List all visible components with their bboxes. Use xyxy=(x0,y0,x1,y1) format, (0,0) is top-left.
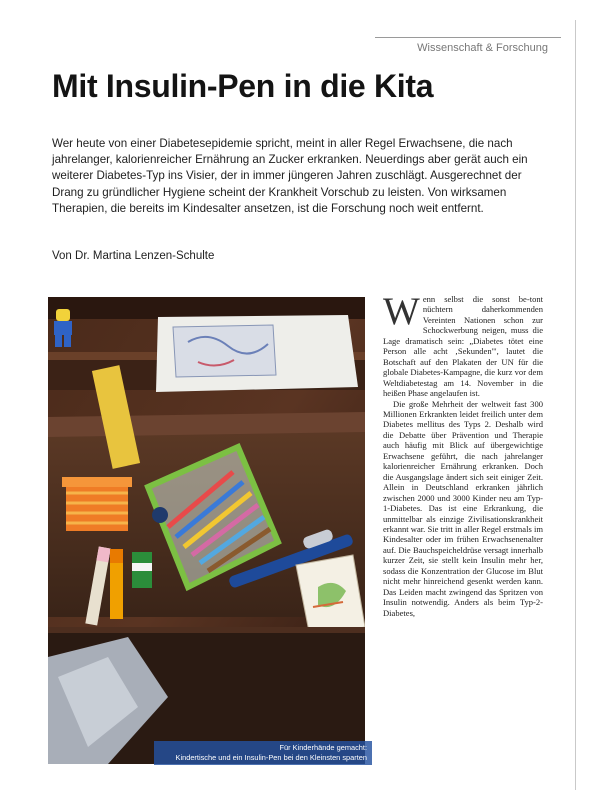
section-label: Wissenschaft & Forschung xyxy=(417,42,548,54)
article-lead xyxy=(52,136,532,217)
body-paragraph-2: Die große Mehrheit der weltweit fast 300 Millionen Erkrankten leidet freilich unter dem Diabetes mellitus des Typs 2. Deshalb wird die Debatte über Prävention und Therapie auch häufig mit Blick auf übergewichtige Erwachsene geführt, die nach jahrelanger kalorienreicher Ernährung erkranken. Doch die Ausgangslage ändert sich seit einiger Zeit. Allein in Deutschland erkranken jährlich zwischen 2000 und 3000 Kinder neu am Typ-1-Diabetes. Das ist eine Erkrankung, die unmittelbar als einzige Zivilisationskrankheit erkannt war. Sie tritt in aller Regel erstmals im Kindesalter oder im frühen Erwachsenenalter auf. Die Bauchspeicheldrüse versagt innerhalb kurzer Zeit, sie stellt kein Insulin mehr her, sodass die Konzentration der Glucose im Blut nicht mehr hinreichend gesenkt werden kann. Das Leiden macht zwingend das Spritzen von Insulin notwendig. Anders als beim Typ-2-Diabetes, xyxy=(383,398,543,618)
article-title: Mit Insulin-Pen in die Kita xyxy=(52,68,434,104)
body-paragraph-1-text: enn selbst die sonst be-tont nüchtern daherkommenden Vereinten Nationen schon zur Schockwerbung neigen, muss die Lage dramatisch sein: „Diabetes tötet eine Person alle acht ‚Sekunden'", lautet die Botschaft auf den Plakaten der UN für die globale Diabetes-Kampagne, die kurz vor dem Weltdiabetestag am 14. November in die heißen Phase angelaufen ist. xyxy=(383,294,543,399)
article-photo xyxy=(48,297,365,764)
page-edge-line xyxy=(575,20,576,790)
body-paragraph-1 xyxy=(383,290,543,399)
author-byline: Von Dr. Martina Lenzen-Schulte xyxy=(52,250,215,262)
body-column xyxy=(383,290,543,618)
photo-illustration xyxy=(48,297,365,764)
caption-line-2: Kindertische und ein Insulin-Pen bei den Kleinsten sparten xyxy=(175,753,367,762)
photo-caption xyxy=(154,741,372,765)
drop-cap: W xyxy=(383,290,420,333)
header-rule xyxy=(375,37,561,38)
lead-text: Wer heute von einer Diabetesepidemie spricht, meint in aller Regel Erwachsene, die nach jahrelanger, kalorienreicher Ernährung an Zucker erkranken. Neuerdings aber gerät auch ein weiterer Diabetes-Typ ins Visier, der in immer jüngeren Jahren zuschlägt. Ausgerechnet der Drang zu gründlicher Hygiene scheint der Krankheit Vorschub zu leisten. Von wirksamen Therapien, die bereits im Kindesalter ansetzen, ist die Forschung noch weit entfernt. xyxy=(52,137,528,215)
caption-line-1: Für Kinderhände gemacht: xyxy=(279,743,367,752)
